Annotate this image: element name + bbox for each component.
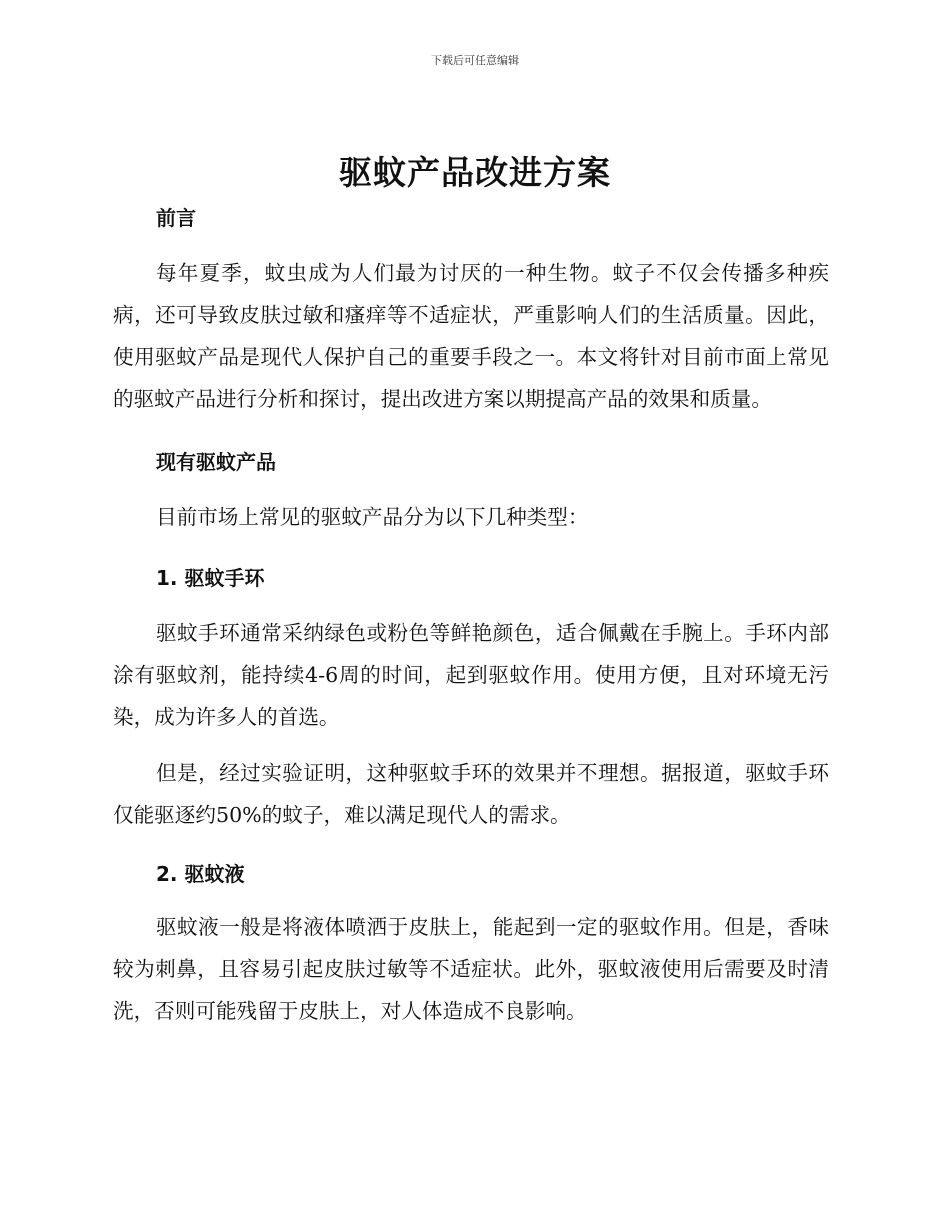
section-heading-existing-products: 现有驱蚊产品: [156, 450, 276, 474]
section-heading-bracelet: 1. 驱蚊手环: [156, 566, 265, 590]
paragraph-liquid-description: 驱蚊液一般是将液体喷洒于皮肤上，能起到一定的驱蚊作用。但是，香味较为刺鼻，且容易引起皮肤过敏等不适症状。此外，驱蚊液使用后需要及时清洗，否则可能残留于皮肤上，对人体造成不良影响。: [113, 915, 829, 1023]
paragraph-existing-products-intro: 目前市场上常见的驱蚊产品分为以下几种类型：: [156, 505, 589, 529]
paragraph-preface: 每年夏季，蚊虫成为人们最为讨厌的一种生物。蚊子不仅会传播多种疾病，还可导致皮肤过敏和瘙痒等不适症状，严重影响人们的生活质量。因此，使用驱蚊产品是现代人保护自己的重要手段之一。本文将针对目前市面上常见的驱蚊产品进行分析和探讨，提出改进方案以期提高产品的效果和质量。: [113, 261, 829, 411]
section-heading-liquid: 2. 驱蚊液: [156, 862, 245, 886]
document-title: 驱蚊产品改进方案: [339, 153, 611, 192]
paragraph-bracelet-effectiveness: 但是，经过实验证明，这种驱蚊手环的效果并不理想。据报道，驱蚊手环仅能驱逐约50%的蚊子，难以满足现代人的需求。: [113, 761, 829, 827]
page-header-note: 下载后可任意编辑: [431, 54, 519, 67]
section-heading-preface: 前言: [156, 206, 196, 230]
paragraph-bracelet-description: 驱蚊手环通常采纳绿色或粉色等鲜艳颜色，适合佩戴在手腕上。手环内部涂有驱蚊剂，能持续4-6周的时间，起到驱蚊作用。使用方便，且对环境无污染，成为许多人的首选。: [113, 621, 829, 729]
document-body: [113, 202, 829, 1032]
